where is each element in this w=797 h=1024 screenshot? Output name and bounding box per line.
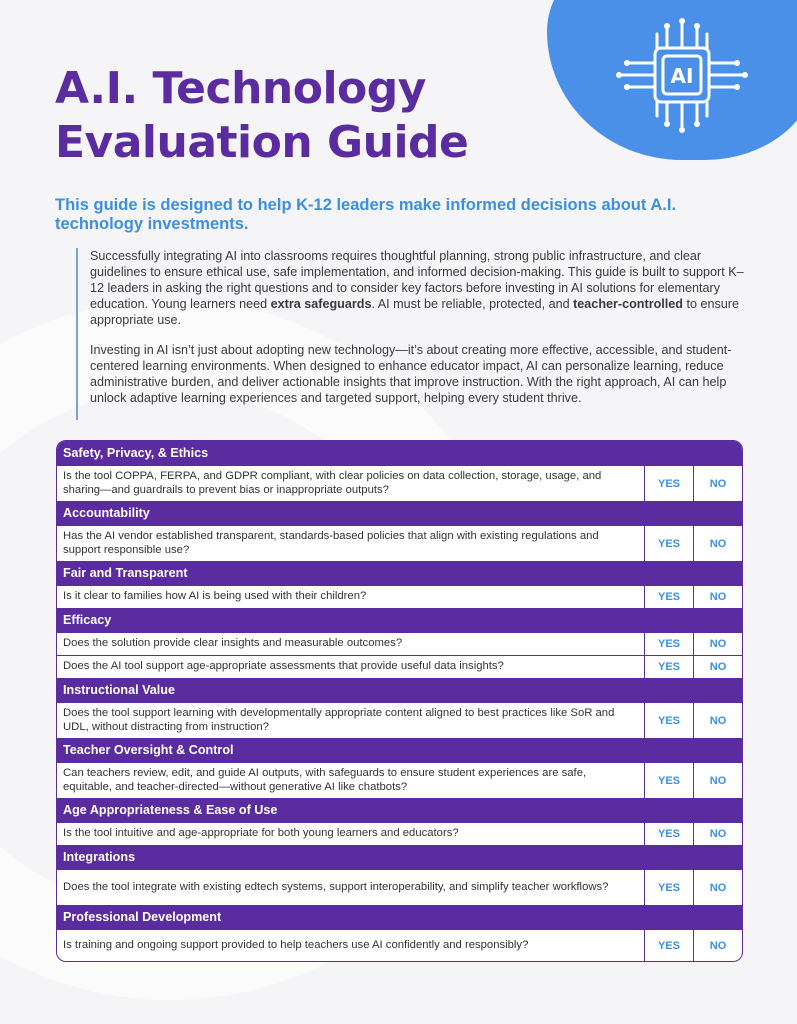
page-title [55, 62, 468, 170]
question-text: Is training and ongoing support provided to help teachers use AI confidently and responsibly? [63, 938, 529, 951]
no-option[interactable]: NO [693, 586, 742, 608]
ai-chip-badge [547, 0, 797, 160]
section-header: Safety, Privacy, & Ethics [57, 441, 742, 465]
no-option[interactable]: NO [693, 930, 742, 961]
yes-option[interactable]: YES [644, 633, 693, 655]
no-option[interactable]: NO [693, 703, 742, 738]
body-text-block [76, 248, 754, 420]
question-row [57, 632, 742, 655]
question-row [57, 822, 742, 845]
section-header: Efficacy [57, 608, 742, 632]
no-option[interactable]: NO [693, 823, 742, 845]
section-header: Fair and Transparent [57, 561, 742, 585]
question-text: Does the tool support learning with developmentally appropriate content aligned to best practices like SoR and UDL, without distracting from instruction? [63, 707, 615, 733]
no-option[interactable]: NO [693, 763, 742, 798]
question-row [57, 762, 742, 798]
question-text: Does the AI tool support age-appropriate assessments that provide useful data insights? [63, 660, 504, 673]
yes-option[interactable]: YES [644, 656, 693, 678]
yes-option[interactable]: YES [644, 763, 693, 798]
yes-option[interactable]: YES [644, 870, 693, 905]
question-text: Does the tool integrate with existing edtech systems, support interoperability, and simplify teacher workflows? [63, 880, 609, 893]
no-option[interactable]: NO [693, 870, 742, 905]
question-row [57, 869, 742, 905]
question-text: Has the AI vendor established transparent, standards-based policies that align with existing regulations and support responsible use? [63, 530, 599, 556]
no-option[interactable]: NO [693, 633, 742, 655]
section-header: Age Appropriateness & Ease of Use [57, 798, 742, 822]
page-title-line1: A.I. Technology [55, 63, 426, 114]
question-text: Can teachers review, edit, and guide AI outputs, with safeguards to ensure student experiences are safe, equitable, and teacher-directed—without generative AI like chatbots? [63, 767, 587, 793]
no-option[interactable]: NO [693, 656, 742, 678]
question-row [57, 465, 742, 501]
section-header: Professional Development [57, 905, 742, 929]
question-text: Is the tool intuitive and age-appropriate for both young learners and educators? [63, 827, 459, 840]
section-header: Integrations [57, 845, 742, 869]
ai-chip-icon [607, 18, 757, 138]
question-text: Does the solution provide clear insights and measurable outcomes? [63, 637, 403, 650]
yes-option[interactable]: YES [644, 466, 693, 501]
intro-text: This guide is designed to help K-12 leaders make informed decisions about A.I. technology investments. [55, 196, 677, 233]
no-option[interactable]: NO [693, 526, 742, 561]
section-header: Accountability [57, 501, 742, 525]
yes-option[interactable]: YES [644, 526, 693, 561]
body-paragraph-2: Investing in AI isn’t just about adopting new technology—it’s about creating more effective, accessible, and student-centered learning environments. When designed to enhance educator impact, AI can personalize learning, reduce administrative burden, and deliver actionable insights that improve instruction. With the right approach, AI can help unlock adaptive learning experiences and targeted support, helping every student thrive. [90, 343, 732, 405]
yes-option[interactable]: YES [644, 703, 693, 738]
question-row [57, 702, 742, 738]
section-header: Teacher Oversight & Control [57, 738, 742, 762]
svg-text:AI: AI [670, 64, 694, 88]
evaluation-checklist [56, 440, 743, 962]
question-row [57, 585, 742, 608]
question-row [57, 929, 742, 961]
section-header: Instructional Value [57, 678, 742, 702]
question-text: Is the tool COPPA, FERPA, and GDPR compliant, with clear policies on data collection, storage, usage, and sharing—and guardrails to prevent bias or inappropriate outputs? [63, 470, 602, 496]
question-row [57, 655, 742, 678]
question-row [57, 525, 742, 561]
yes-option[interactable]: YES [644, 930, 693, 961]
question-text: Is it clear to families how AI is being used with their children? [63, 590, 367, 603]
page-title-line2: Evaluation Guide [55, 117, 469, 168]
body-paragraph-1: Successfully integrating AI into classrooms requires thoughtful planning, strong public infrastructure, and clear guidelines to ensure ethical use, safe implementation, and informed decision-making. This guide is built to support K–12 leaders in asking the right questions and to consider key factors before investing in AI solutions for elementary education. Young learners need extra safeguards. AI must be reliable, protected, and teacher-controlled to ensure appropriate use. [90, 249, 744, 327]
yes-option[interactable]: YES [644, 586, 693, 608]
no-option[interactable]: NO [693, 466, 742, 501]
yes-option[interactable]: YES [644, 823, 693, 845]
